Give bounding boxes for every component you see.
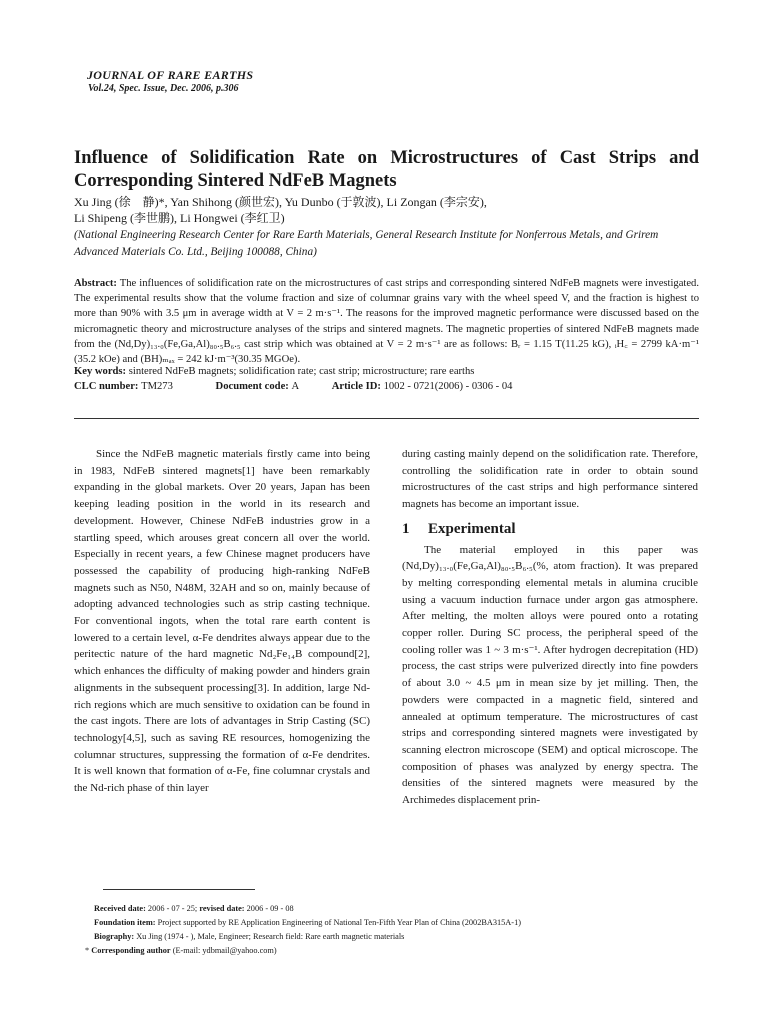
- corresponding-label: Corresponding author: [91, 946, 171, 955]
- body-column-right: [402, 446, 698, 809]
- affiliation: (National Engineering Research Center for Rare Earth Materials, General Research Institute for Nonferrous Metals, and Grirem Advanced Materials Co. Ltd., Beijing 100088, China): [74, 229, 659, 258]
- footnote-divider: [103, 889, 255, 890]
- footnotes: [85, 902, 694, 958]
- keywords: [74, 364, 699, 380]
- author-line-1: Xu Jing (徐 静)*, Yan Shihong (颜世宏), Yu Dunbo (于敦波), Li Zongan (李宗安),: [74, 195, 487, 209]
- section-number: 1: [402, 520, 410, 537]
- paper-title: Influence of Solidification Rate on Microstructures of Cast Strips and Corresponding Sintered NdFeB Magnets: [74, 148, 699, 191]
- footnote-biography: [94, 930, 694, 944]
- revised-label: revised date:: [199, 904, 245, 913]
- body-column-left: [74, 446, 370, 797]
- journal-name: JOURNAL OF RARE EARTHS: [87, 68, 254, 82]
- section-title: Experimental: [428, 520, 516, 537]
- biography-label: Biography:: [94, 932, 135, 941]
- revised-value: 2006 - 09 - 08: [246, 904, 294, 913]
- footnote-corresponding: [85, 944, 694, 958]
- received-value: 2006 - 07 - 25;: [147, 904, 198, 913]
- intro-paragraph: Since the NdFeB magnetic materials firstly came into being in 1983, NdFeB sintered magnets[1] have been remarkably expanding in the global markets. Over 20 years, Japan has been keeping leading position in the world in its research and development. However, Chinese NdFeB industries grow in a startling speed, which arouses great concern all over the world. Especially in recent years, a few Chinese magnet producers have possessed the capability of producing high-ranking NdFeB magnets such as N50, N48M, 32AH and so on, mainly because of adopting advanced technologies such as strip casting technique. For conventional ingots, when the total rare earth content is lowered to a certain level, α-Fe dendrites always appear due to the peritectic nature of the hard magnetic Nd₂Fe₁₄B compound[2], which enhances the difficulty of making powder and hinders grain alignments in the subsequent processing[3]. In addition, large Nd-rich regions which are much sensitive to oxidation can be found in the cast ingots. There are lots of advantages in Strip Casting (SC) technology[4,5], such as saving RE resources, homogenizing the columnar structures, suppressing the formation of α-Fe dendrites. It is well known that formation of α-Fe, fine columnar crystals and the Nd-rich phase of thin layer: [74, 448, 370, 795]
- document-code-label: Document code:: [215, 381, 289, 392]
- foundation-value: Project supported by RE Application Engineering of National Ten-Fifth Year Plan of China (2002BA315A-1): [157, 918, 521, 927]
- abstract-label: Abstract:: [74, 278, 117, 289]
- corresponding-marker: *: [85, 946, 90, 955]
- experimental-paragraph: The material employed in this paper was (Nd,Dy)₁₃.₀(Fe,Ga,Al)₈₀.₅B₆.₅(%, atom fraction). It was prepared by melting corresponding elemental metals in alumina crucible using a vacuum induction furnace under argon gas atmosphere. After melting, the molten alloys were poured onto a rotating copper roller. During SC process, the peripheral speed of the cooling roller was 1 ~ 3 m·s⁻¹. After hydrogen decrepitation (HD) process, the cast strips were pulverized directly into fine powders of about 3.0 ~ 4.5 μm in mean size by jet milling. Then, the powders were compacted in a magnetic field, sintered and annealed at optimum temperature. The microstructures of cast strips and corresponding sintered magnets were investigated by scanning electron microscope (SEM) and optical microscope. The composition of phases was analyzed by energy spectra. The densities of the sintered magnets were measured by the Archimedes displacement prin-: [402, 543, 698, 807]
- intro-continuation: during casting mainly depend on the solidification rate. Therefore, controlling the solidification rate in order to obtain sound microstructures of the cast strips and high performance sintered magnets has become an important issue.: [402, 448, 698, 511]
- document-code-value: A: [291, 381, 300, 392]
- clc-value: TM273: [141, 381, 173, 392]
- section-heading-experimental: [402, 521, 698, 538]
- author-list: [74, 194, 694, 226]
- header-divider: [74, 418, 699, 419]
- abstract-text: The influences of solidification rate on the microstructures of cast strips and corresponding sintered NdFeB magnets were investigated. The experimental results show that the volume fraction and size of columnar grains vary with the wheel speed V, and the fraction is highest to more than 90% with 3.5 μm in average width at V = 2 m·s⁻¹. The reasons for the improved magnetic performance were discussed based on the micromagnetic theory and microstructure analyses of the strips and sintered magnets. The magnetic properties of sintered NdFeB magnets made from the (Nd,Dy)₁₃.₀(Fe,Ga,Al)₈₀.₅B₆.₅ cast strip which was obtained at V = 2 m·s⁻¹ are as follows: Bᵣ = 1.15 T(11.25 kG), ᵢH꜀ = 2799 kA·m⁻¹ (35.2 kOe) and (BH)ₘₐₓ = 242 kJ·m⁻³(30.35 MGOe).: [74, 278, 699, 366]
- abstract: [74, 276, 699, 367]
- corresponding-email: (E-mail: ydbmail@yahoo.com): [172, 946, 277, 955]
- footnote-foundation: [94, 916, 694, 930]
- classification-line: [74, 379, 699, 395]
- article-id-label: Article ID:: [331, 381, 381, 392]
- keywords-text: sintered NdFeB magnets; solidification rate; cast strip; microstructure; rare earths: [128, 366, 475, 377]
- clc-label: CLC number:: [74, 381, 139, 392]
- volume-info: Vol.24, Spec. Issue, Dec. 2006, p.306: [88, 83, 239, 94]
- keywords-label: Key words:: [74, 366, 127, 377]
- author-line-2: Li Shipeng (李世鹏), Li Hongwei (李红卫): [74, 211, 285, 225]
- article-id-value: 1002 - 0721(2006) - 0306 - 04: [383, 381, 513, 392]
- biography-value: Xu Jing (1974 - ), Male, Engineer; Research field: Rare earth magnetic materials: [136, 932, 405, 941]
- received-label: Received date:: [94, 904, 146, 913]
- footnote-dates: [94, 902, 694, 916]
- foundation-label: Foundation item:: [94, 918, 156, 927]
